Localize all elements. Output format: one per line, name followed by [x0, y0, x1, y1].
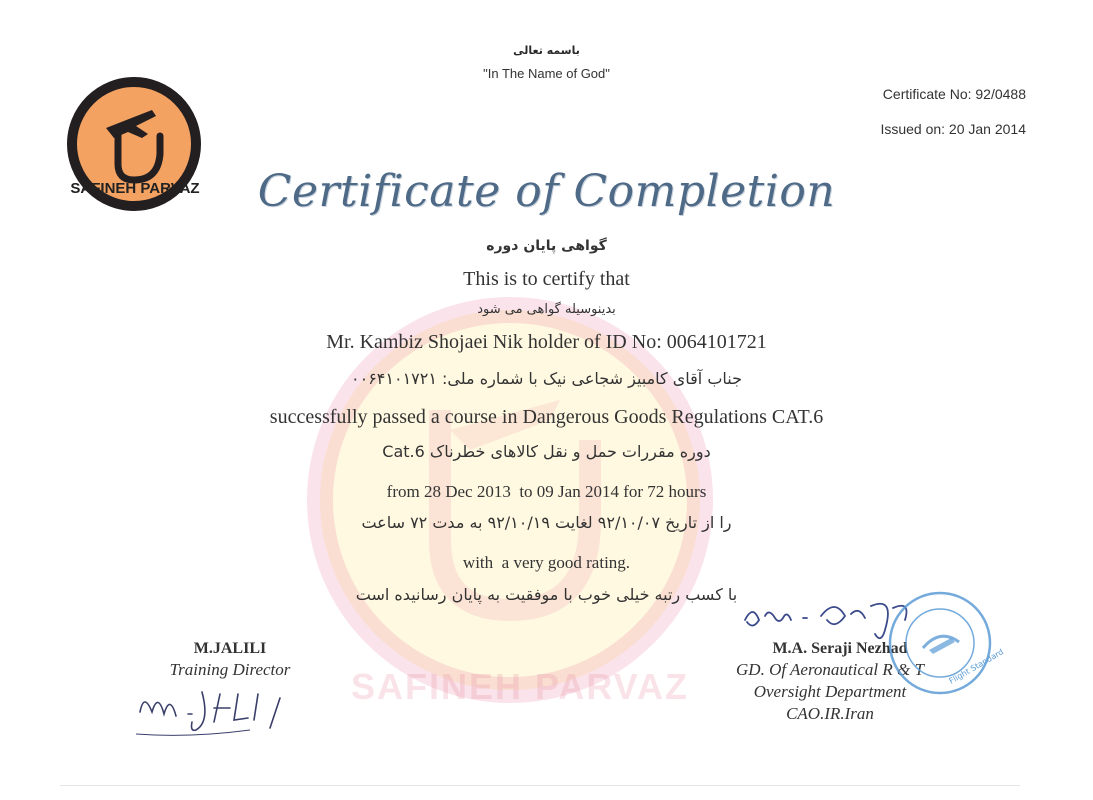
training-director-signature — [130, 672, 320, 742]
dates-text: from 28 Dec 2013 to 09 Jan 2014 for 72 hours — [386, 482, 707, 501]
holder-text-fa: جناب آقای کامبیز شجاعی نیک با شماره ملی: ۰۰۶۴۱۰۱۷۲۱ — [351, 369, 742, 388]
gd-role-line2: Oversight Department — [753, 682, 907, 701]
certificate-number: Certificate No: 92/0488 — [882, 86, 1026, 102]
holder-text: Mr. Kambiz Shojaei Nik holder of ID No: 0064101721 — [326, 331, 767, 353]
stamp-text: Flight Standard — [947, 647, 1006, 686]
training-director-role: Training Director — [169, 660, 291, 679]
certify-text: This is to certify that — [463, 268, 630, 290]
watermark-text: SAFINEH PARVAZ — [350, 666, 690, 707]
course-text: successfully passed a course in Dangerous Goods Regulations CAT.6 — [269, 406, 824, 428]
issued-date: Issued on: 20 Jan 2014 — [880, 121, 1026, 137]
rating-text-fa: با کسب رتبه خیلی خوب با موفقیت به پایان رسانیده است — [355, 585, 738, 604]
certify-text-fa: بدینوسیله گواهی می شود — [477, 302, 616, 317]
name-of-god-text: "In The Name of God" — [483, 66, 610, 81]
course-text-fa: دوره مقررات حمل و نقل کالاهای خطرناک Cat.6 — [382, 442, 711, 461]
rating-text: with a very good rating. — [462, 553, 631, 572]
gd-name: M.A. Seraji Nezhad — [772, 640, 908, 657]
training-director-name: M.JALILI — [193, 640, 267, 657]
logo-text: SAFINEH PARVAZ — [70, 180, 200, 197]
certificate-title: Certificate of Completion — [257, 166, 836, 217]
bottom-border — [60, 785, 1020, 786]
gd-role-line3: CAO.IR.Iran — [786, 704, 874, 723]
certificate-title-fa: گواهی پایان دوره — [486, 238, 607, 254]
official-stamp — [885, 588, 1006, 698]
gd-role-line1: GD. Of Aeronautical R & T — [736, 660, 924, 679]
dates-text-fa: را از تاریخ ۹۲/۱۰/۰۷ لغایت ۹۲/۱۰/۱۹ به مدت ۷۲ ساعت — [361, 513, 732, 532]
basmala-text: باسمه تعالی — [513, 44, 580, 57]
